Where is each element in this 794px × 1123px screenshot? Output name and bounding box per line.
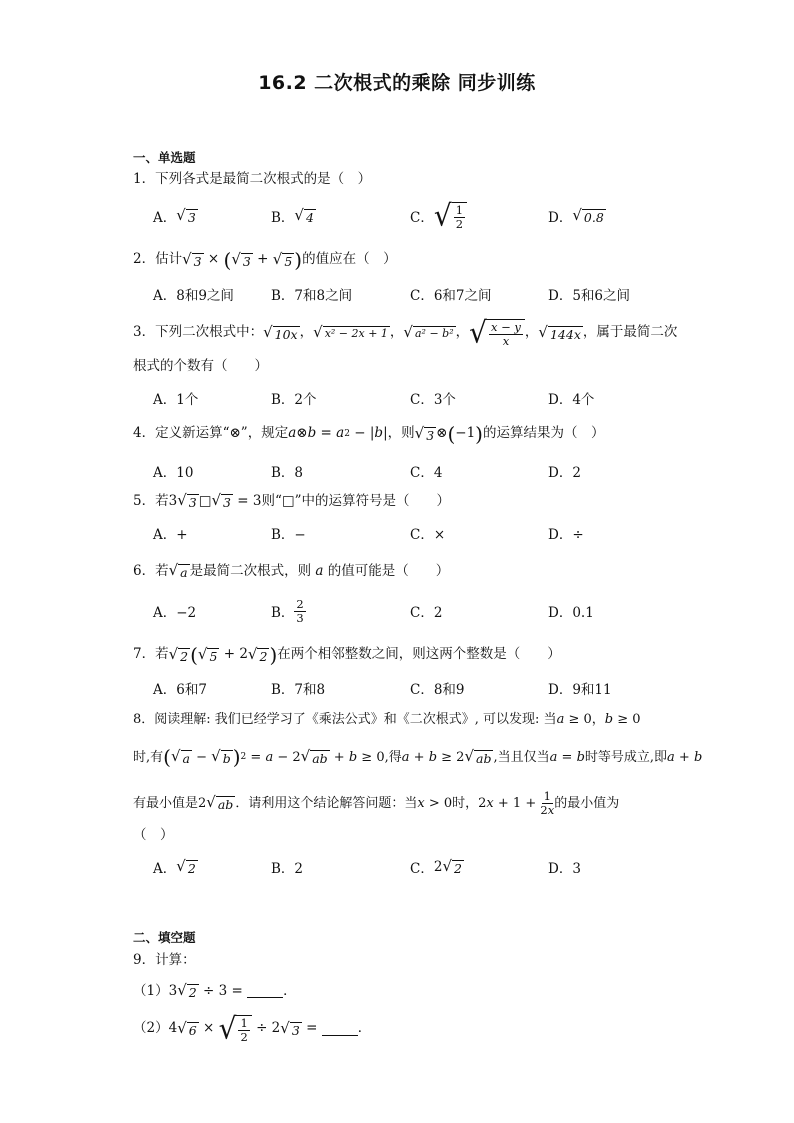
option-label: A． [153, 210, 177, 226]
q3-option-a[interactable]: A．1个 [153, 392, 199, 408]
q3-options [153, 381, 713, 415]
sqrt: √ 3 [176, 205, 196, 225]
q2-option-d[interactable]: D．5和6之间 [548, 288, 631, 304]
q5-options [153, 516, 713, 550]
option-label: D． [548, 210, 573, 226]
q5-option-b[interactable]: B．− [271, 527, 306, 543]
question-8-line1: 8．阅读理解: 我们已经学习了《乘法公式》和《二次根式》, 可以发现: 当 a ≥ 0 ， b ≥ 0 [133, 712, 641, 727]
option-label: C． [410, 861, 434, 877]
q7-option-b[interactable]: B．7和8 [271, 682, 326, 698]
option-label: A． [153, 861, 177, 877]
q1-option-d[interactable] [548, 199, 606, 233]
q1-options [153, 199, 713, 233]
section-heading-fill-blank: 二、填空题 [133, 930, 196, 945]
q8-options [153, 850, 713, 884]
question-9-part-2: （2） 4 √ 6 × √ $\frac{1}{2}$ ÷ 2 √ 3 = ． [133, 1011, 372, 1046]
option-label: B． [271, 605, 295, 621]
q7-option-d[interactable]: D．9和11 [548, 682, 612, 698]
q3-option-b[interactable]: B．2个 [271, 392, 317, 408]
q2-options [153, 277, 713, 311]
question-2: 2．估计 √ 3 × ( √ 3 + √ 5 ) 的值应在（ ） [133, 248, 397, 272]
sqrt: √ 2 [442, 856, 462, 876]
q2-option-c[interactable]: C．6和7之间 [410, 288, 492, 304]
option-label: C． [410, 210, 434, 226]
q4-option-a[interactable]: A．10 [153, 465, 194, 481]
q1-option-c[interactable] [410, 199, 467, 233]
question-8-line3: 有最小值是 2 √ ab ．请利用这个结论解答问题：当 x > 0 时， 2 x + 1 + $\frac{1}{2x}$ 的最小值为 [133, 789, 620, 817]
question-3-line2: 根式的个数有（ ） [133, 358, 268, 374]
section-heading-single-choice: 一、单选题 [133, 150, 196, 165]
q6-options [153, 594, 713, 628]
sqrt-fraction: √ $\frac{1}{2}$ [434, 202, 467, 230]
q8-option-b[interactable]: B．2 [271, 861, 304, 877]
page-title: 16.2 二次根式的乘除 同步训练 [258, 72, 536, 94]
question-5: 5．若 3 √ 3 □ √ 3 = 3 则“□”中的运算符号是（ ） [133, 491, 451, 510]
question-1: 1．下列各式是最简二次根式的是（ ） [133, 171, 372, 187]
q6-option-a[interactable]: A．−2 [153, 605, 197, 621]
question-8-line4: （ ） [133, 827, 174, 843]
sqrt: √ 2 [176, 856, 196, 876]
q6-option-c[interactable]: C．2 [410, 605, 443, 621]
q6-option-b[interactable] [271, 594, 306, 628]
sqrt: √ 0.8 [572, 205, 604, 225]
question-6: 6．若 √ a 是最简二次根式，则 a 的值可能是（ ） [133, 561, 450, 580]
q7-options [153, 671, 713, 705]
option-label: B． [271, 210, 295, 226]
q2-option-a[interactable]: A．8和9之间 [153, 288, 234, 304]
question-4: 4．定义新运算“⊗”，规定 a ⊗ b = a 2 − | b | ，则 √ 3 ⊗ ( −1 ) 的运算结果为（ ） [133, 422, 605, 446]
question-9-part-1: （1） 3 √ 2 ÷ 3 = ． [133, 981, 297, 1000]
q4-options [153, 454, 713, 488]
q5-option-a[interactable]: A．+ [153, 527, 188, 543]
q8-option-d[interactable]: D．3 [548, 861, 581, 877]
answer-blank[interactable] [322, 1023, 358, 1036]
question-8-line2: 时,有 ( √ a − √ b ) 2 = a − 2 √ ab + b ≥ 0 ,得 a + b ≥ 2 √ ab ,当且仅当 a = b 时等号成立,即 a + b [133, 745, 703, 769]
q2-option-b[interactable]: B．7和8之间 [271, 288, 353, 304]
q7-option-a[interactable]: A．6和7 [153, 682, 207, 698]
question-9: 9．计算： [133, 952, 196, 968]
q1-option-a[interactable] [153, 199, 198, 233]
q8-option-c[interactable]: C． 2 √ 2 [410, 856, 462, 877]
q1-option-b[interactable] [271, 199, 316, 233]
q5-option-c[interactable]: C．× [410, 527, 446, 543]
sqrt: √ 4 [294, 205, 314, 225]
question-3: 3．下列二次根式中： √ 10x ， √ x² − 2x + 1 ， √ a² − b² ， √ $\frac{x - y}{x}$ ， √ 144x ，属于最简二次 [133, 315, 678, 350]
fraction: $\frac{2}{3}$ [296, 596, 304, 625]
question-7: 7．若 √ 2 ( √ 5 + 2 √ 2 ) 在两个相邻整数之间，则这两个整数是（ ） [133, 643, 561, 667]
q7-option-c[interactable]: C．8和9 [410, 682, 465, 698]
q4-option-c[interactable]: C．4 [410, 465, 443, 481]
q4-option-b[interactable]: B．8 [271, 465, 304, 481]
q3-option-d[interactable]: D．4个 [548, 392, 595, 408]
q4-option-d[interactable]: D．2 [548, 465, 581, 481]
q8-option-a[interactable] [153, 850, 198, 884]
q6-option-d[interactable]: D．0.1 [548, 605, 594, 621]
answer-blank[interactable] [247, 985, 283, 998]
q3-option-c[interactable]: C．3个 [410, 392, 456, 408]
q5-option-d[interactable]: D．÷ [548, 527, 584, 543]
